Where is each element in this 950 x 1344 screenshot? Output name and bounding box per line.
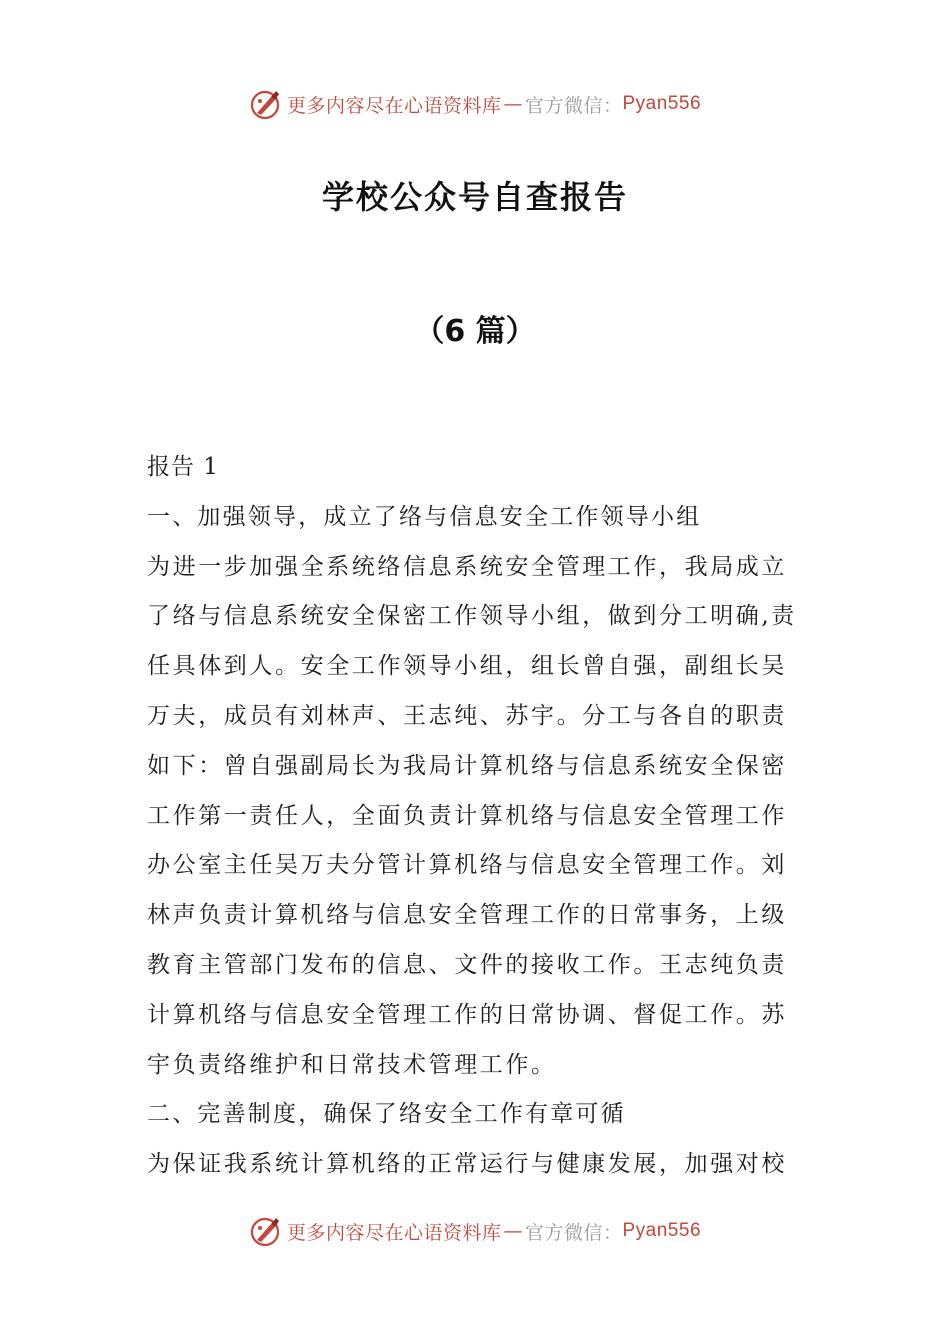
- paragraph-line: 任具体到人。安全工作领导小组，组长曾自强，副组长吴: [147, 653, 787, 680]
- paragraph-line: 办公室主任吴万夫分管计算机络与信息安全管理工作。刘: [147, 852, 787, 879]
- paragraph-line: 万夫，成员有刘林声、王志纯、苏宇。分工与各自的职责: [147, 702, 787, 729]
- document-subtitle: （6 篇）: [414, 314, 536, 349]
- section-heading-1: 一、加强领导，成立了络与信息安全工作领导小组: [147, 503, 702, 530]
- watermark-text: 更多内容尽在心语资料库: [286, 94, 502, 117]
- report-label: 报告 1: [147, 454, 219, 480]
- pen-logo-icon: [249, 1214, 283, 1248]
- pen-logo-icon: [249, 87, 283, 121]
- watermark-wechat-id: Pyan556: [622, 93, 702, 114]
- paragraph-line: 了络与信息系统安全保密工作领导小组，做到分工明确,责: [147, 603, 797, 630]
- paragraph-1: [147, 543, 807, 1091]
- watermark-label: 官方微信：: [524, 1221, 623, 1244]
- paragraph-line: 为进一步加强全系统络信息系统安全管理工作，我局成立: [147, 553, 787, 580]
- watermark-text: 更多内容尽在心语资料库: [286, 1221, 502, 1244]
- watermark-header: [0, 84, 950, 124]
- watermark-footer: [0, 1211, 950, 1251]
- watermark-separator: —: [503, 1220, 523, 1242]
- paragraph-line: 宇负责络维护和日常技术管理工作。: [147, 1051, 557, 1078]
- watermark-separator: —: [503, 93, 523, 115]
- paragraph-line: 工作第一责任人，全面负责计算机络与信息安全管理工作: [147, 802, 787, 829]
- paragraph-line: 为保证我系统计算机络的正常运行与健康发展，加强对校: [147, 1151, 787, 1178]
- section-heading-2: 二、完善制度，确保了络安全工作有章可循: [147, 1101, 626, 1128]
- paragraph-line: 如下：曾自强副局长为我局计算机络与信息系统安全保密: [147, 752, 787, 779]
- paragraph-line: 计算机络与信息安全管理工作的日常协调、督促工作。苏: [147, 1001, 787, 1028]
- document-title: 学校公众号自查报告: [321, 178, 628, 216]
- paragraph-2: [147, 1140, 807, 1190]
- document-body: [147, 443, 807, 1190]
- watermark-label: 官方微信：: [524, 94, 623, 117]
- watermark-wechat-id: Pyan556: [622, 1220, 702, 1241]
- paragraph-line: 林声负责计算机络与信息安全管理工作的日常事务，上级: [147, 902, 787, 929]
- paragraph-line: 教育主管部门发布的信息、文件的接收工作。王志纯负责: [147, 951, 787, 978]
